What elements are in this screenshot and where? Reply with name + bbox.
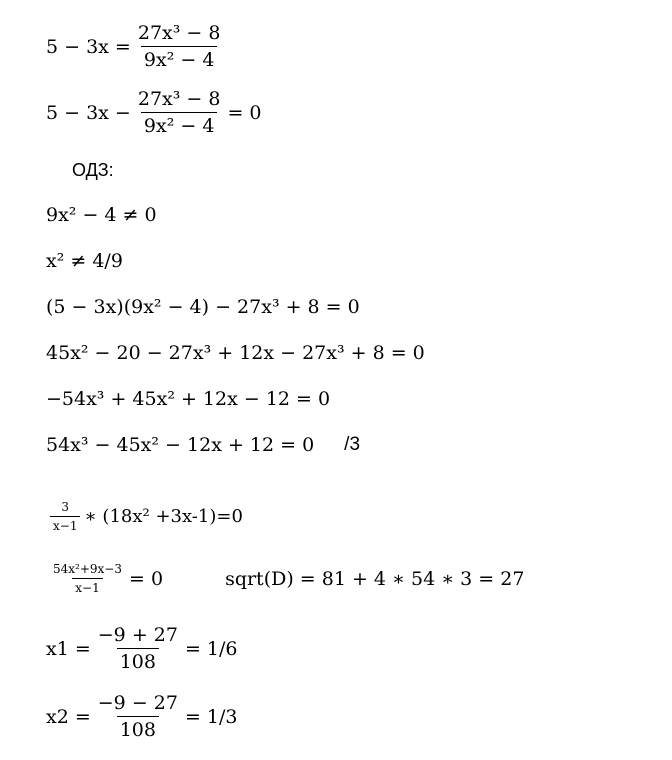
- odz-label: ОДЗ:: [72, 160, 114, 180]
- eq9-right: ∗ (18x² +3x-1)=0: [84, 506, 243, 527]
- equation-6: 45x² − 20 − 27x³ + 12x − 27x³ + 8 = 0: [46, 342, 425, 364]
- eq12-denominator: 108: [117, 716, 159, 741]
- eq11-numerator: −9 + 27: [97, 624, 178, 646]
- eq2-left: 5 − 3x −: [46, 101, 131, 124]
- eq10-right: = 0: [129, 567, 164, 590]
- equation-5: (5 − 3x)(9x² − 4) − 27x³ + 8 = 0: [46, 296, 360, 318]
- eq8-divide-note: /3: [344, 434, 361, 455]
- eq9-numerator: 3: [61, 500, 70, 514]
- eq12-numerator: −9 − 27: [97, 692, 178, 714]
- eq1-denominator: 9x² − 4: [141, 46, 218, 71]
- equation-1: [46, 22, 227, 71]
- equation-8: [46, 434, 360, 456]
- eq9-fraction: [50, 500, 80, 533]
- eq11-right: = 1/6: [184, 637, 238, 660]
- eq1-fraction: [135, 22, 224, 71]
- eq2-numerator: 27x³ − 8: [137, 88, 221, 110]
- eq2-fraction: [135, 88, 224, 137]
- eq12-fraction: [95, 692, 181, 741]
- eq11-left: x1 =: [46, 637, 91, 660]
- eq10-denominator: x−1: [72, 578, 102, 595]
- equation-9: [46, 500, 243, 533]
- eq2-denominator: 9x² − 4: [141, 112, 218, 137]
- eq1-numerator: 27x³ − 8: [137, 22, 221, 44]
- equation-2: [46, 88, 262, 137]
- equation-12: [46, 692, 238, 741]
- equation-3: 9x² − 4 ≠ 0: [46, 204, 157, 226]
- eq11-denominator: 108: [117, 648, 159, 673]
- eq9-denominator: x−1: [50, 516, 80, 533]
- eq8-text: 54x³ − 45x² − 12x + 12 = 0: [46, 434, 315, 456]
- eq1-left: 5 − 3x =: [46, 35, 131, 58]
- eq10-fraction: [50, 562, 125, 595]
- equation-4: x² ≠ 4/9: [46, 250, 123, 272]
- equation-10: [46, 562, 524, 595]
- eq2-right: = 0: [227, 101, 262, 124]
- eq11-fraction: [95, 624, 181, 673]
- eq12-left: x2 =: [46, 705, 91, 728]
- eq10-numerator: 54x²+9x−3: [53, 562, 122, 576]
- discriminant-note: sqrt(D) = 81 + 4 ∗ 54 ∗ 3 = 27: [225, 567, 525, 590]
- eq12-right: = 1/3: [184, 705, 238, 728]
- equation-7: −54x³ + 45x² + 12x − 12 = 0: [46, 388, 331, 410]
- equation-11: [46, 624, 238, 673]
